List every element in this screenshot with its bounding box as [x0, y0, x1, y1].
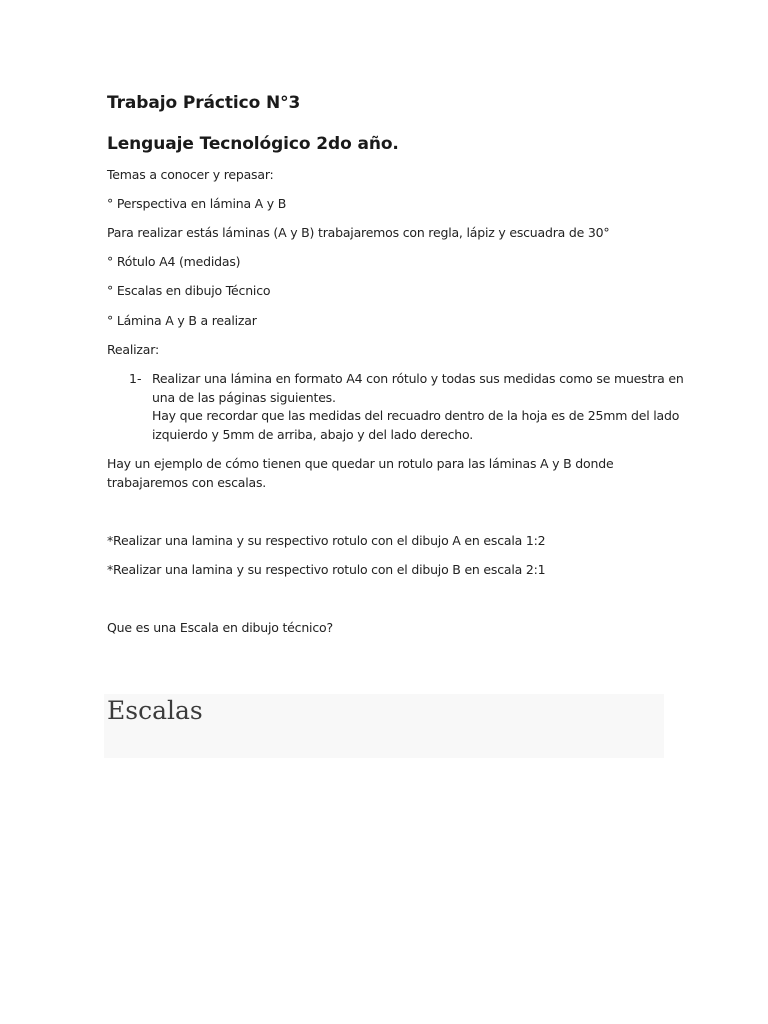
topic-rotulo: ° Rótulo A4 (medidas) [107, 254, 241, 269]
topics-intro: Temas a conocer y repasar: [107, 167, 274, 182]
list-item-line: una de las páginas siguientes. [152, 389, 336, 405]
example-paragraph-line: trabajaremos con escalas. [107, 475, 267, 490]
topic-lamina: ° Lámina A y B a realizar [107, 313, 257, 328]
list-item-line: Hay que recordar que las medidas del recuadro dentro de la hoja es de 25mm del lado [152, 408, 680, 423]
list-item-body [152, 370, 684, 444]
realizar-label: Realizar: [107, 342, 159, 357]
topic-perspectiva: ° Perspectiva en lámina A y B [107, 196, 287, 211]
topic-escalas: ° Escalas en dibujo Técnico [107, 283, 271, 298]
document-subtitle: Lenguaje Tecnológico 2do año. [107, 134, 399, 154]
example-paragraph-line: Hay un ejemplo de cómo tienen que quedar un rotulo para las láminas A y B donde [107, 456, 614, 471]
task-b: *Realizar una lamina y su respectivo rotulo con el dibujo B en escala 2:1 [107, 562, 546, 577]
list-item-number: 1- [129, 371, 142, 386]
topic-perspectiva-note: Para realizar estás láminas (A y B) trabajaremos con regla, lápiz y escuadra de 30° [107, 225, 610, 240]
escalas-heading: Escalas [107, 696, 203, 725]
list-item-line: Realizar una lámina en formato A4 con rótulo y todas sus medidas como se muestra en [152, 371, 684, 386]
task-a: *Realizar una lamina y su respectivo rotulo con el dibujo A en escala 1:2 [107, 533, 546, 548]
list-item-line: izquierdo y 5mm de arriba, abajo y del lado derecho. [152, 426, 473, 442]
escalas-section [104, 694, 664, 758]
document-title: Trabajo Práctico N°3 [107, 93, 301, 113]
question: Que es una Escala en dibujo técnico? [107, 620, 333, 635]
